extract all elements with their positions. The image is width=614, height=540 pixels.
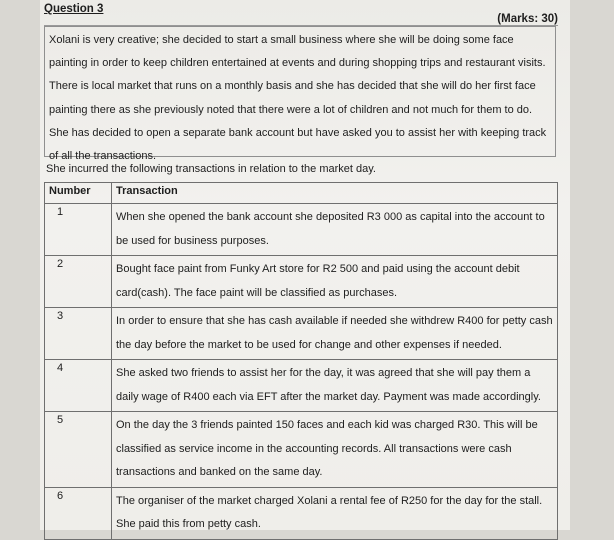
row-transaction: Bought face paint from Funky Art store for R2 500 and paid using the account debit card(cash). The face paint will be classified as purchases. (112, 256, 558, 308)
scenario-text: Xolani is very creative; she decided to start a small business where she will be doing some face painting in order to keep children entertained at events and during shopping trips and restaurant visits. There is local market that runs on a monthly basis and she has decided that she will do her first face painting there as she previously noted that there were a lot of children and not much for them to do. She has decided to open a separate bank account but have asked you to assist her with keeping track of all the transactions. (44, 26, 556, 157)
row-transaction: She asked two friends to assist her for the day, it was agreed that she will pay them a daily wage of R400 each via EFT after the market day. Payment was made accordingly. (112, 360, 558, 412)
transactions-table (44, 182, 558, 540)
table-row (45, 308, 558, 360)
row-transaction: The organiser of the market charged Xolani a rental fee of R250 for the day for the stall. She paid this from petty cash. (112, 487, 558, 539)
transactions-lead: She incurred the following transactions in relation to the market day. (46, 163, 376, 175)
row-transaction: In order to ensure that she has cash available if needed she withdrew R400 for petty cash the day before the market to be used for change and other expenses if needed. (112, 308, 558, 360)
table-row (45, 412, 558, 488)
table-header-row (45, 183, 558, 204)
marks-label: (Marks: 30) (497, 13, 558, 25)
table-row (45, 487, 558, 539)
row-number: 6 (45, 487, 112, 539)
question-title: Question 3 (44, 3, 104, 15)
row-number: 2 (45, 256, 112, 308)
row-number: 5 (45, 412, 112, 488)
table-row (45, 204, 558, 256)
column-header-number: Number (45, 183, 112, 204)
row-transaction: On the day the 3 friends painted 150 faces and each kid was charged R30. This will be classified as service income in the accounting records. All transactions were cash transactions and banked on the same day. (112, 412, 558, 488)
question-header (44, 3, 558, 26)
row-number: 4 (45, 360, 112, 412)
row-number: 1 (45, 204, 112, 256)
table-row (45, 256, 558, 308)
row-number: 3 (45, 308, 112, 360)
row-transaction: When she opened the bank account she deposited R3 000 as capital into the account to be used for business purposes. (112, 204, 558, 256)
column-header-transaction: Transaction (112, 183, 558, 204)
table-row (45, 360, 558, 412)
